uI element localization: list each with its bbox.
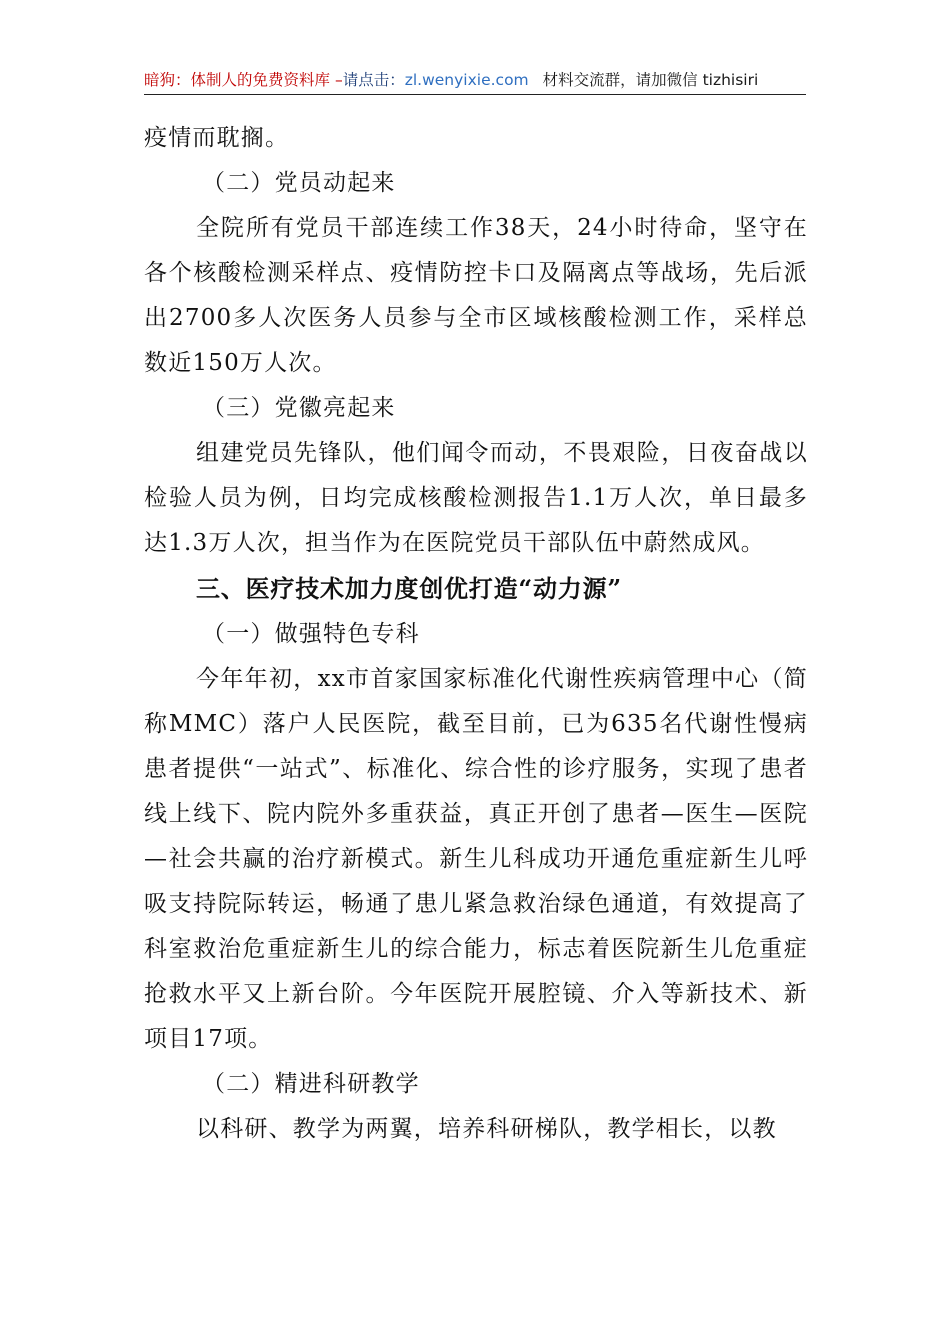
header-dash: – [330, 71, 343, 89]
header-brand: 暗狗：体制人的免费资料库 [144, 71, 331, 89]
header-link[interactable]: zl.wenyixie.com [404, 71, 529, 89]
subheading-party-members: （二）党员动起来 [202, 170, 396, 196]
subheading-party-badge: （三）党徽亮起来 [202, 395, 396, 421]
header-wechat-note: 材料交流群，请加微信 tizhisiri [542, 71, 759, 89]
page-header [144, 70, 806, 95]
paragraph-continuation: 疫情而耽搁。 [144, 125, 290, 151]
paragraph-party-members: 全院所有党员干部连续工作38天，24小时待命，坚守在各个核酸检测采样点、疫情防控卡口及隔离点等战场，先后派出2700多人次医务人员参与全市区域核酸检测工作，采样总数近150万人次。 [144, 215, 808, 376]
paragraph-research: 以科研、教学为两翼，培养科研梯队，教学相长，以教 [196, 1116, 777, 1142]
paragraph-specialty: 今年年初，xx市首家国家标准化代谢性疾病管理中心（简称MMC）落户人民医院，截至目前，已为635名代谢性慢病患者提供“一站式”、标准化、综合性的诊疗服务，实现了患者线上线下、院内院外多重获益，真正开创了患者—医生—医院—社会共赢的治疗新模式。新生儿科成功开通危重症新生儿呼吸支持院际转运，畅通了患儿紧急救治绿色通道，有效提高了科室救治危重症新生儿的综合能力，标志着医院新生儿危重症抢救水平又上新台阶。今年医院开展腔镜、介入等新技术、新项目17项。 [144, 666, 808, 1052]
paragraph-party-badge: 组建党员先锋队，他们闻令而动，不畏艰险，日夜奋战以检验人员为例，日均完成核酸检测报告1.1万人次，单日最多达1.3万人次，担当作为在医院党员干部队伍中蔚然成风。 [144, 440, 808, 556]
document-body [144, 116, 808, 1152]
subheading-specialty: （一）做强特色专科 [202, 621, 420, 647]
subheading-research: （二）精进科研教学 [202, 1071, 420, 1097]
section-heading-medical-tech: 三、医疗技术加力度创优打造“动力源” [196, 574, 623, 603]
header-prompt: 请点击： [342, 71, 405, 89]
